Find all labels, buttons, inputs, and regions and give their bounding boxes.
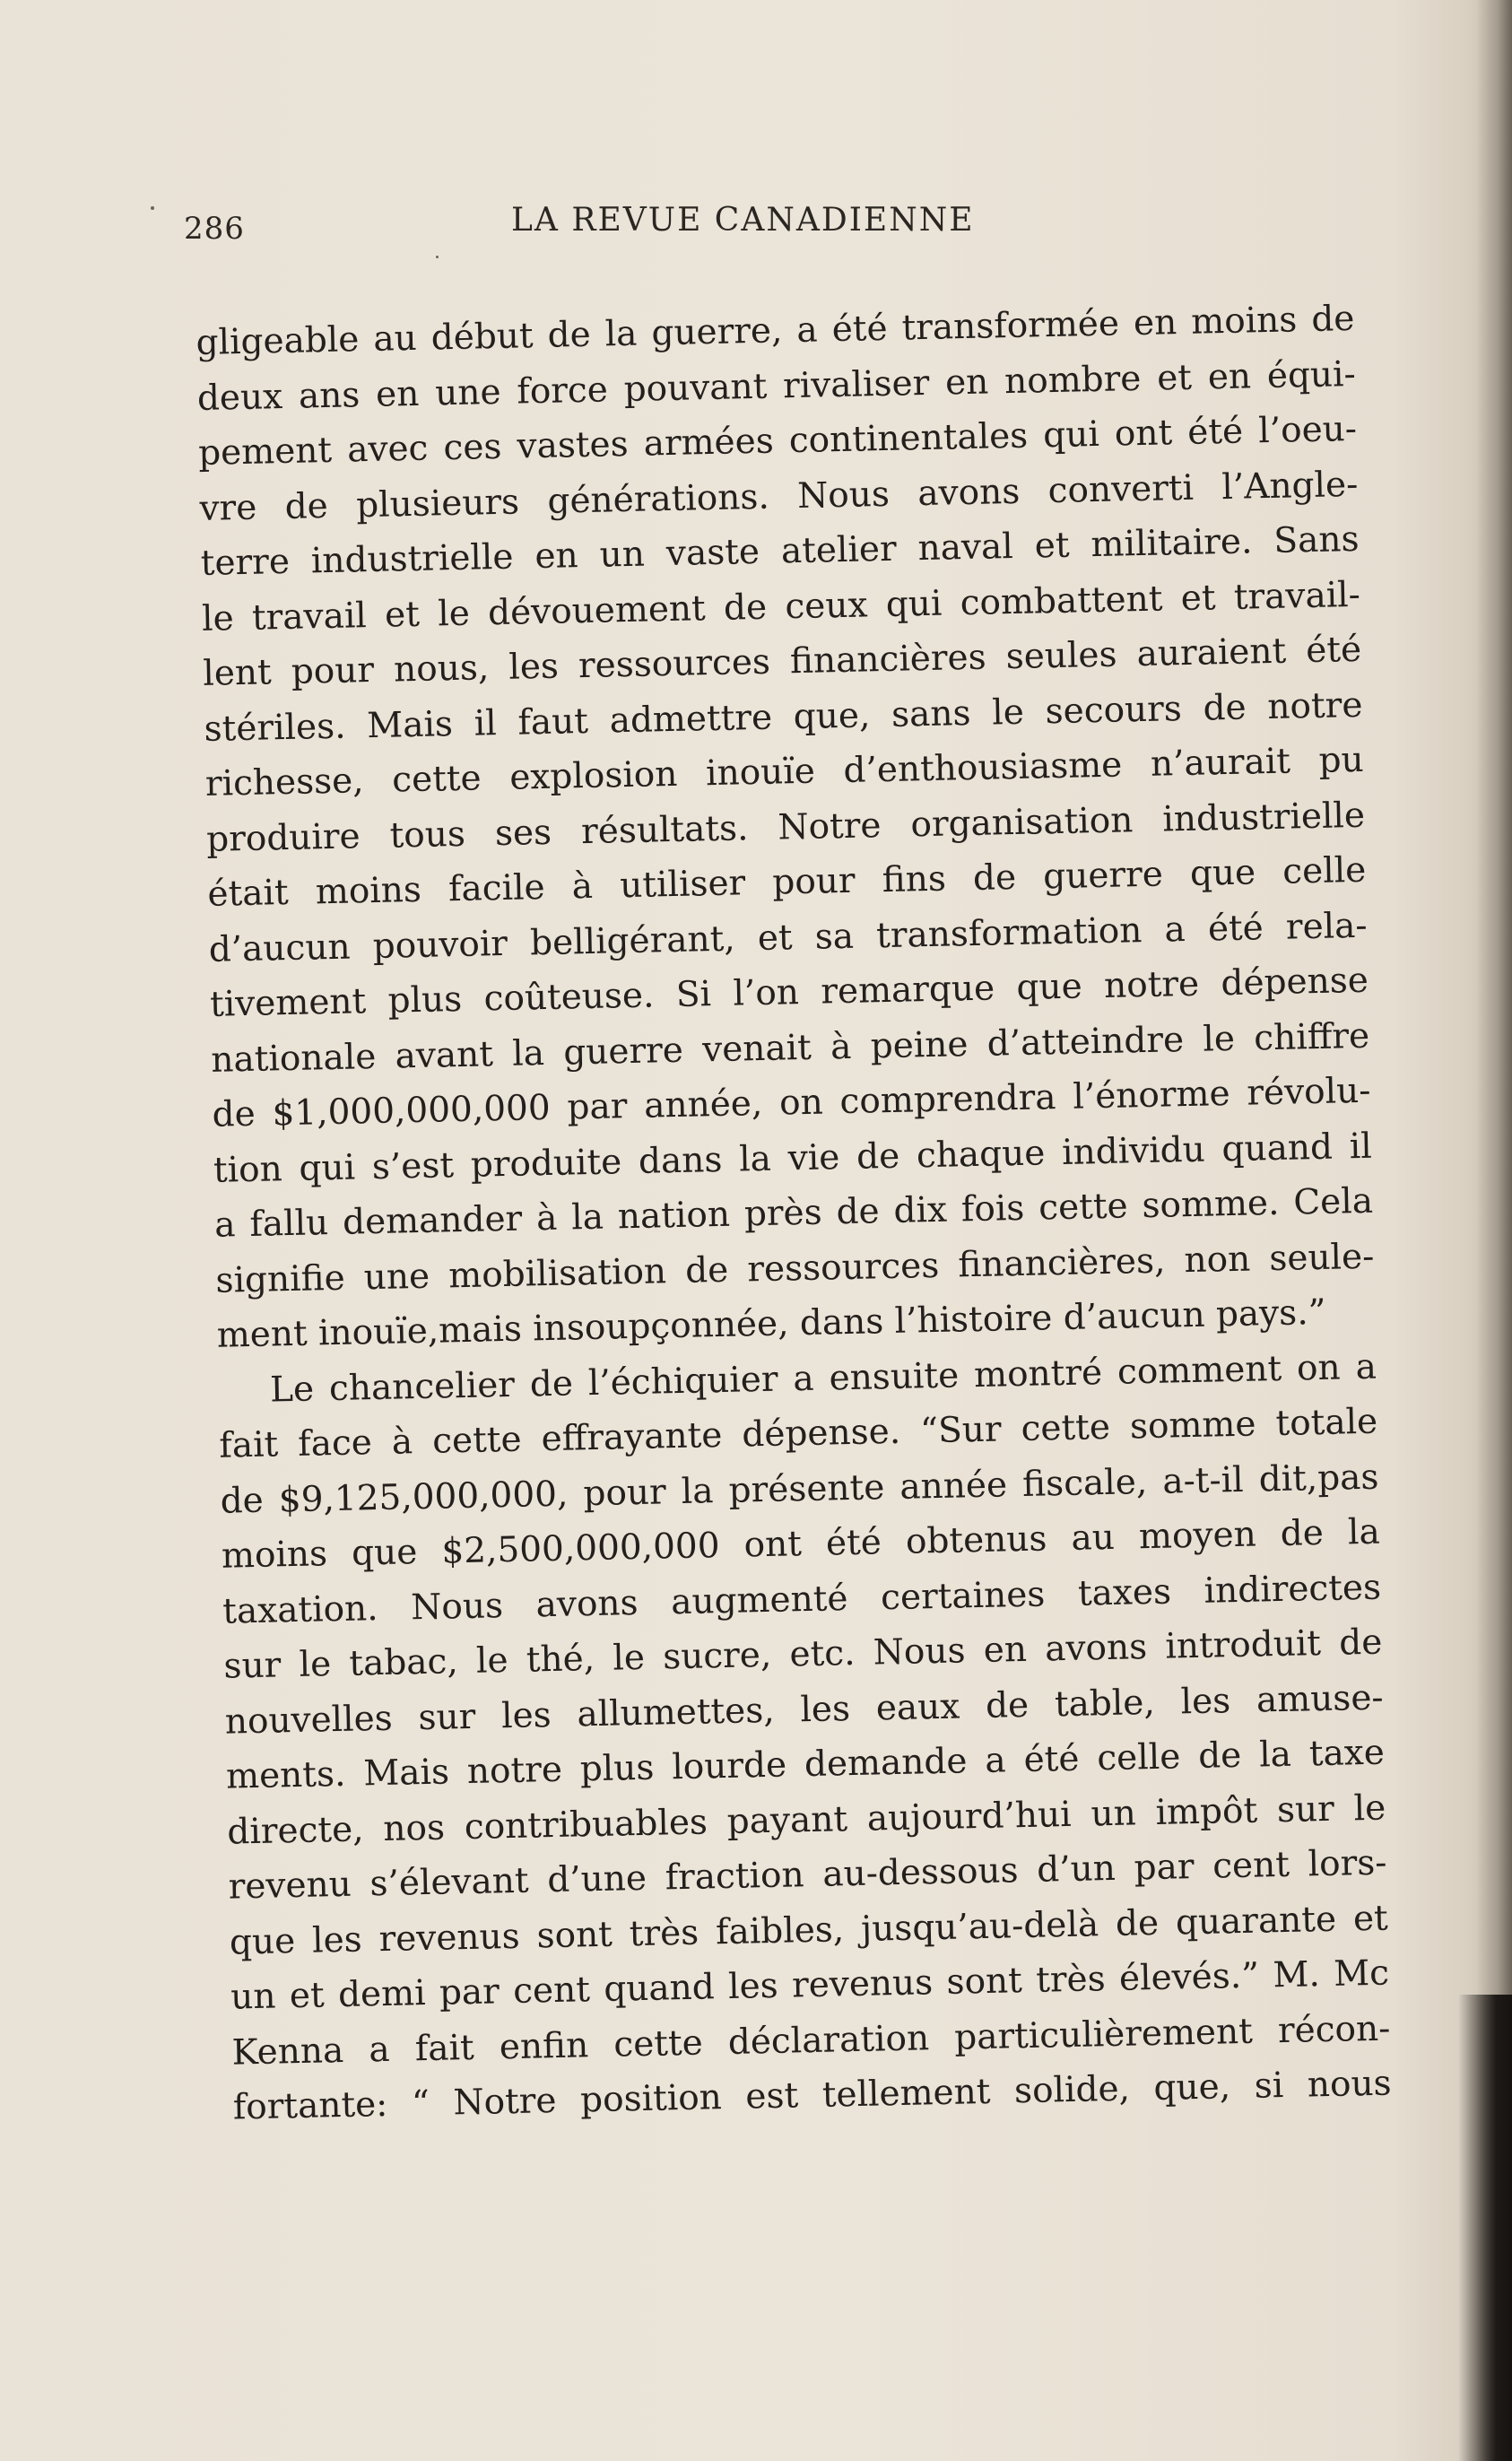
running-title: LA REVUE CANADIENNE <box>511 202 975 239</box>
body-text <box>196 291 1392 2135</box>
text-line: Kenna a fait enfin cette déclaration particulièrement récon- <box>231 2008 1391 2074</box>
text-line: gligeable au début de la guerre, a été transformée en moins de <box>196 298 1355 363</box>
text-line: d’aucun pouvoir belligérant, et sa transformation a été rela- <box>208 905 1368 970</box>
paragraph <box>217 1339 1392 2135</box>
page-header <box>184 202 1350 256</box>
text-line: moins que $2,500,000,000 ont été obtenus au moyen de la <box>221 1511 1381 1577</box>
text-line: deux ans en une force pouvant rivaliser en nombre et en équi- <box>196 353 1357 419</box>
text-line: stériles. Mais il faut admettre que, sans le secours de notre <box>204 684 1363 750</box>
text-line: vre de plusieurs générations. Nous avons converti l’Angle- <box>199 464 1359 529</box>
text-line: tion qui s’est produite dans la vie de chaque individu quand il <box>213 1126 1373 1191</box>
text-line: directe, nos contribuables payant aujourd’hui un impôt sur le <box>226 1787 1386 1853</box>
text-line: lent pour nous, les ressources financières seules auraient été <box>202 629 1362 694</box>
text-line: ments. Mais notre plus lourde demande a été celle de la taxe <box>225 1732 1386 1797</box>
text-line: de $9,125,000,000, pour la présente année fiscale, a-t-il dit,pas <box>220 1457 1379 1522</box>
text-line: nationale avant la guerre venait à peine d’atteindre le chiffre <box>210 1015 1370 1081</box>
text-line: de $1,000,000,000 par année, on comprendra l’énorme révolu- <box>212 1070 1371 1135</box>
text-line: était moins facile à utiliser pour fins de guerre que celle <box>207 849 1367 915</box>
paper-speck <box>151 206 154 210</box>
page-number: 286 <box>184 211 245 247</box>
text-line: fortante: “ Notre position est tellement solide, que, si nous <box>232 2063 1393 2128</box>
text-line: signifie une mobilisation de ressources financières, non seule- <box>215 1236 1375 1301</box>
text-line: que les revenus sont très faibles, jusqu’au-delà de quarante et <box>229 1898 1389 1963</box>
text-line: revenu s’élevant d’une fraction au-dessous d’un par cent lors- <box>228 1842 1387 1908</box>
text-line: fait face à cette effrayante dépense. “Sur cette somme totale <box>218 1401 1378 1466</box>
text-line: ment inouïe,mais insoupçonnée, dans l’histoire d’aucun pays.” <box>216 1291 1326 1356</box>
text-line: Le chancelier de l’échiquier a ensuite montré comment on a <box>269 1346 1377 1411</box>
paragraph <box>196 291 1376 1363</box>
text-line: a fallu demander à la nation près de dix fois cette somme. Cela <box>213 1180 1374 1246</box>
text-line: taxation. Nous avons augmenté certaines taxes indirectes <box>222 1567 1382 1632</box>
text-line: pement avec ces vastes armées continentales qui ont été l’oeu- <box>197 408 1358 474</box>
text-line: richesse, cette explosion inouïe d’enthousiasme n’aurait pu <box>204 739 1365 804</box>
text-line: le travail et le dévouement de ceux qui combattent et travail- <box>201 574 1361 639</box>
binding-shadow <box>1458 1995 1512 2461</box>
text-line: terre industrielle en un vaste atelier naval et militaire. Sans <box>200 518 1360 584</box>
text-line: un et demi par cent quand les revenus sont très élevés.” M. Mc <box>230 1952 1390 2018</box>
text-line: sur le tabac, le thé, le sucre, etc. Nous en avons introduit de <box>223 1622 1383 1687</box>
text-line: produire tous ses résultats. Notre organisation industrielle <box>205 795 1366 860</box>
paper-speck <box>436 256 439 258</box>
text-line: nouvelles sur les allumettes, les eaux de table, les amuse- <box>224 1677 1385 1743</box>
text-line: tivement plus coûteuse. Si l’on remarque que notre dépense <box>209 960 1369 1025</box>
